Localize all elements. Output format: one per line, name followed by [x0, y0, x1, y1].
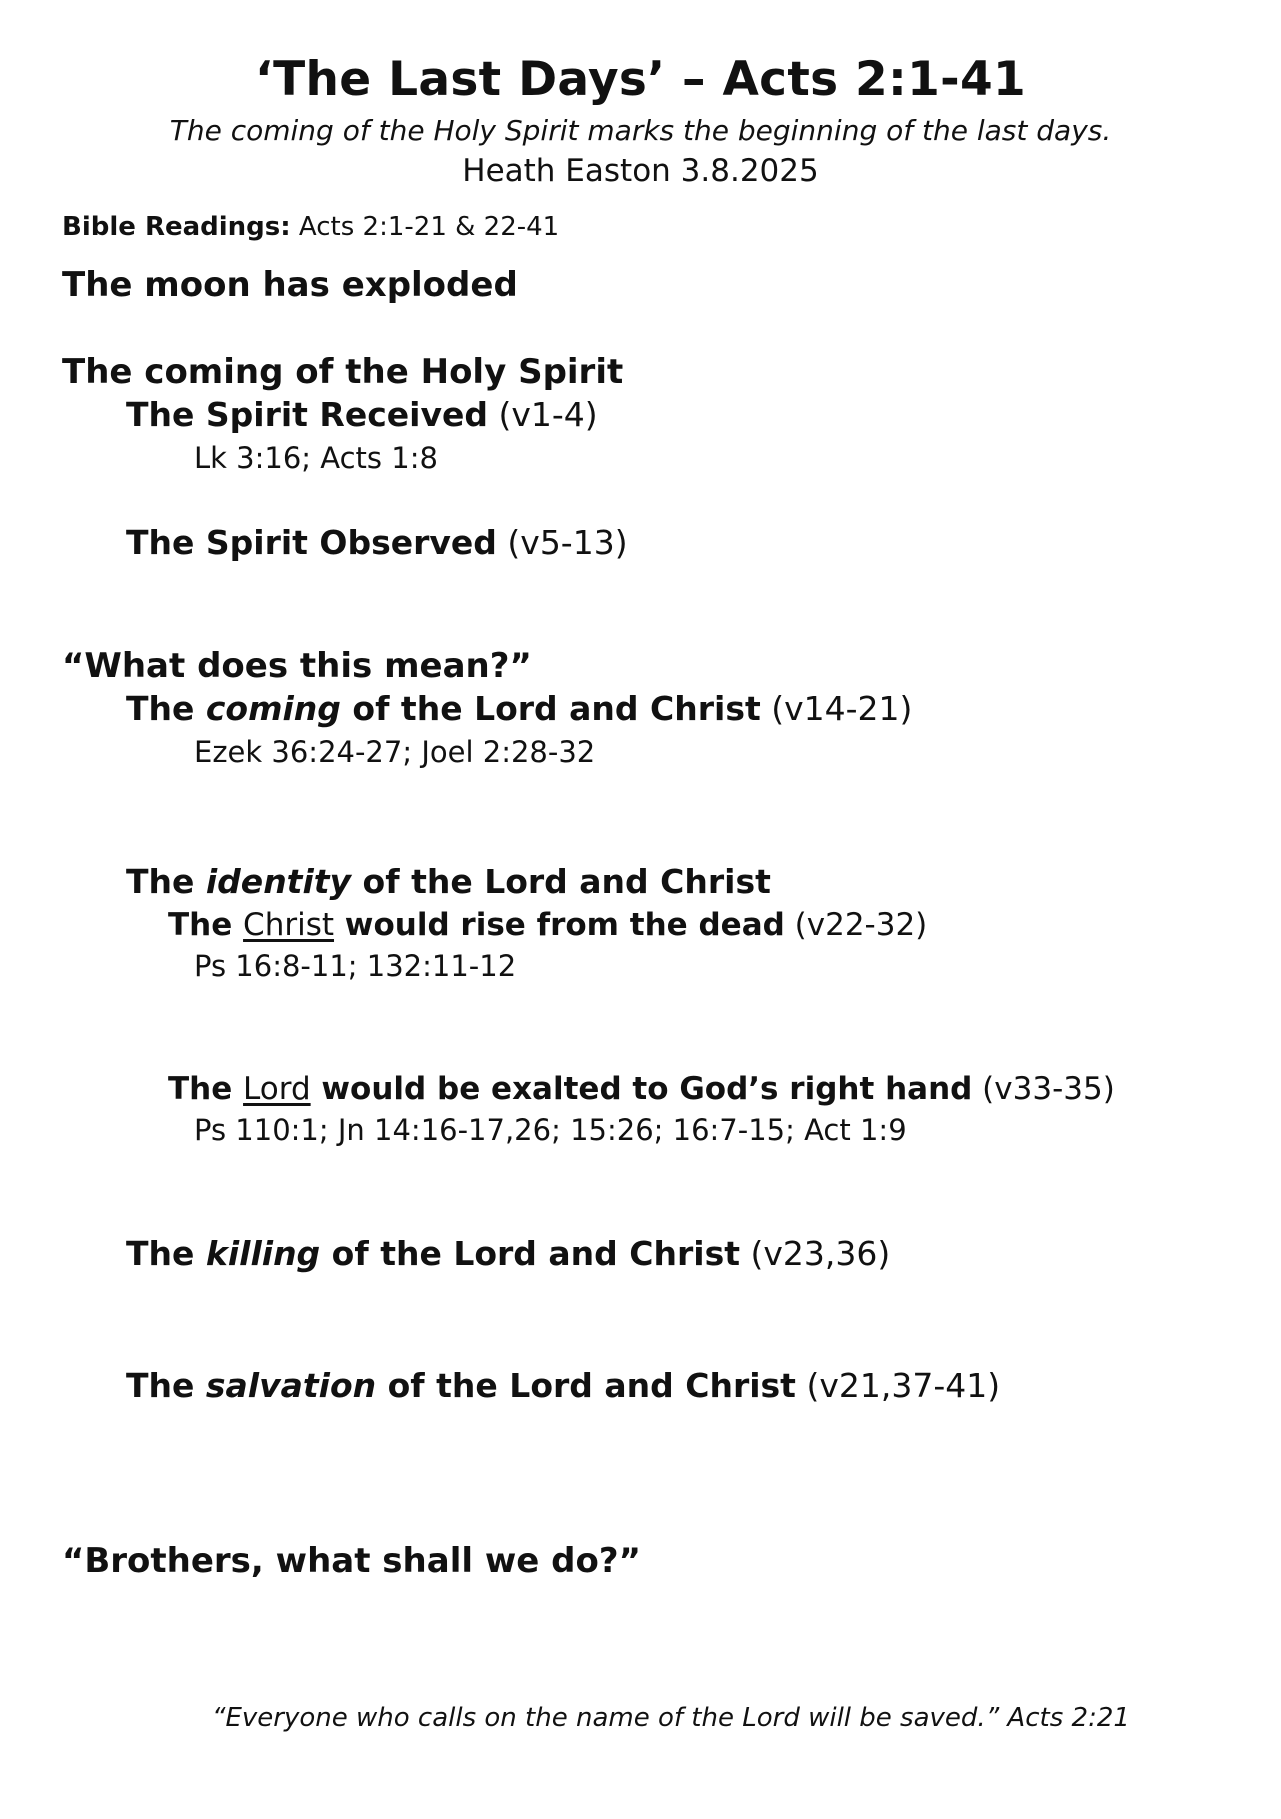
point-spirit-received: [126, 395, 598, 434]
subpoint-lord-exalted: [168, 1071, 1115, 1107]
point-title: The Spirit Observed: [126, 523, 497, 562]
refs-christ-rise: Ps 16:8-11; 132:11-12: [194, 949, 517, 983]
point-emphasis: identity: [205, 862, 352, 901]
footer-quote-ref: Acts 2:21: [999, 1703, 1130, 1733]
verse-range: (v14-21): [760, 689, 913, 728]
verse-range: (v33-35): [972, 1071, 1115, 1107]
heading-brothers: “Brothers, what shall we do?”: [62, 1541, 641, 1581]
author-date: Heath Easton 3.8.2025: [462, 153, 819, 189]
point-suffix: of the Lord and Christ: [340, 689, 761, 728]
point-prefix: The: [126, 1366, 206, 1405]
subpoint-underlined: Christ: [243, 907, 335, 943]
heading-moon: The moon has exploded: [62, 265, 518, 305]
point-prefix: The: [126, 689, 206, 728]
subpoint-prefix: The: [168, 907, 244, 943]
point-title: The Spirit Received: [126, 395, 488, 434]
bible-readings: [62, 212, 559, 242]
refs-lord-exalted: Ps 110:1; Jn 14:16-17,26; 15:26; 16:7-15; Act 1:9: [194, 1113, 907, 1147]
point-coming: [126, 689, 912, 728]
verse-range: (v21,37-41): [795, 1366, 1001, 1405]
heading-what-does-this-mean: “What does this mean?”: [62, 646, 532, 686]
verse-range: (v22-32): [784, 907, 928, 943]
point-suffix: of the Lord and Christ: [320, 1234, 741, 1273]
refs-coming: Ezek 36:24-27; Joel 2:28-32: [194, 735, 596, 769]
point-killing: [126, 1234, 890, 1273]
verse-range: (v5-13): [496, 523, 628, 562]
subpoint-suffix: would rise from the dead: [334, 907, 785, 943]
point-emphasis: coming: [205, 689, 341, 728]
refs-spirit-received: Lk 3:16; Acts 1:8: [194, 441, 438, 475]
point-emphasis: salvation: [205, 1366, 377, 1405]
subpoint-underlined: Lord: [243, 1071, 311, 1107]
sermon-subtitle: The coming of the Holy Spirit marks the beginning of the last days.: [169, 114, 1112, 147]
point-prefix: The: [126, 1234, 206, 1273]
subpoint-christ-rise: [168, 907, 927, 943]
point-spirit-observed: [126, 523, 628, 562]
point-prefix: The: [126, 862, 206, 901]
subpoint-prefix: The: [168, 1071, 244, 1107]
point-identity: [126, 862, 771, 901]
point-salvation: [126, 1366, 1000, 1405]
verse-range: (v23,36): [740, 1234, 891, 1273]
point-suffix: of the Lord and Christ: [351, 862, 771, 901]
heading-coming-spirit: The coming of the Holy Spirit: [62, 352, 624, 392]
subpoint-suffix: would be exalted to God’s right hand: [310, 1071, 973, 1107]
sermon-title: ‘The Last Days’ – Acts 2:1-41: [255, 52, 1026, 107]
footer-quote-text: “Everyone who calls on the name of the Lord will be saved.”: [212, 1703, 1000, 1733]
footer-quote: [212, 1703, 1130, 1733]
bible-readings-text: Acts 2:1-21 & 22-41: [290, 212, 560, 242]
verse-range: (v1-4): [488, 395, 598, 434]
bible-readings-label: Bible Readings:: [62, 212, 291, 242]
point-emphasis: killing: [205, 1234, 321, 1273]
point-suffix: of the Lord and Christ: [376, 1366, 796, 1405]
